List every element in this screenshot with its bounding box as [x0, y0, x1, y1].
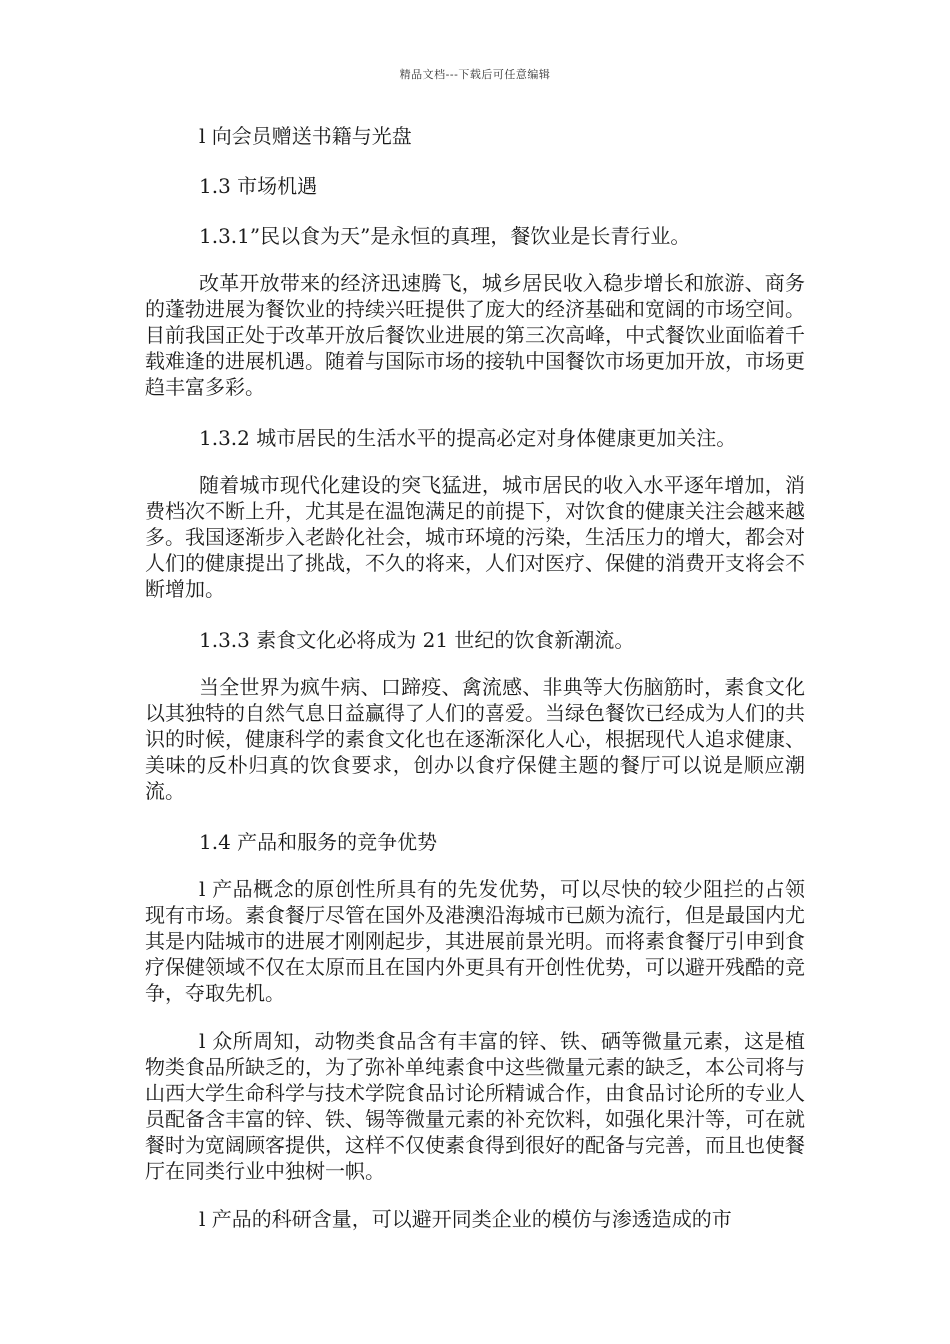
section-heading-1-4: 1.4 产品和服务的竞争优势	[199, 830, 438, 854]
paragraph-reform-economy: 改革开放带来的经济迅速腾飞，城乡居民收入稳步增长和旅游、商务的蓬勃进展为餐饮业的持续兴旺提供了庞大的经济基础和宽阔的市场空间。目前我国正处于改革开放后餐饮业进展的第三次高峰，中式餐饮业面临着千载难逢的进展机遇。随着与国际市场的接轨中国餐饮市场更加开放，市场更趋丰富多彩。	[145, 271, 805, 399]
section-heading-market-opportunity: 1.3 市场机遇	[199, 174, 318, 198]
section-heading-1-3-2: 1.3.2 城市居民的生活水平的提高必定对身体健康更加关注。	[199, 426, 737, 450]
paragraph-urban-health: 随着城市现代化建设的突飞猛进，城市居民的收入水平逐年增加，消费档次不断上升，尤其是在温饱满足的前提下，对饮食的健康关注会越来越多。我国逐渐步入老龄化社会，城市环境的污染，生活压力的增大，都会对人们的健康提出了挑战，不久的将来，人们对医疗、保健的消费开支将会不断增加。	[145, 473, 805, 601]
document-body	[145, 120, 805, 1254]
paragraph-trace-elements: l 众所周知，动物类食品含有丰富的锌、铁、硒等微量元素，这是植物类食品所缺乏的，为了弥补单纯素食中这些微量元素的缺乏，本公司将与山西大学生命科学与技术学院食品讨论所精诚合作，由食品讨论所的专业人员配备含丰富的锌、铁、锡等微量元素的补充饮料，如强化果汁等，可在就餐时为宽阔顾客提供，这样不仅使素食得到很好的配备与完善，而且也使餐厅在同类行业中独树一帜。	[145, 1029, 805, 1183]
paragraph-vegetarian-culture: 当全世界为疯牛病、口蹄疫、禽流感、非典等大伤脑筋时，素食文化以其独特的自然气息日益赢得了人们的喜爱。当绿色餐饮已经成为人们的共识的时候，健康科学的素食文化也在逐渐深化人心，根据现代人追求健康、美味的反朴归真的饮食要求，创办以食疗保健主题的餐厅可以说是顺应潮流。	[145, 675, 805, 803]
paragraph-research-content: l 产品的科研含量，可以避开同类企业的模仿与渗透造成的市	[199, 1207, 732, 1231]
page-header: 精品文档---下载后可任意编辑	[399, 68, 551, 81]
section-heading-1-3-1: 1.3.1”民以食为天”是永恒的真理，餐饮业是长青行业。	[199, 224, 691, 248]
section-heading-1-3-3: 1.3.3 素食文化必将成为 21 世纪的饮食新潮流。	[199, 628, 635, 652]
section-heading-member-gifts: l 向会员赠送书籍与光盘	[199, 124, 412, 148]
paragraph-first-mover: l 产品概念的原创性所具有的先发优势，可以尽快的较少阻拦的占领现有市场。素食餐厅尽管在国外及港澳沿海城市已颇为流行，但是最国内尤其是内陆城市的进展才刚刚起步，其进展前景光明。而将素食餐厅引申到食疗保健领域不仅在太原而且在国内外更具有开创性优势，可以避开残酷的竞争，夺取先机。	[145, 877, 805, 1005]
